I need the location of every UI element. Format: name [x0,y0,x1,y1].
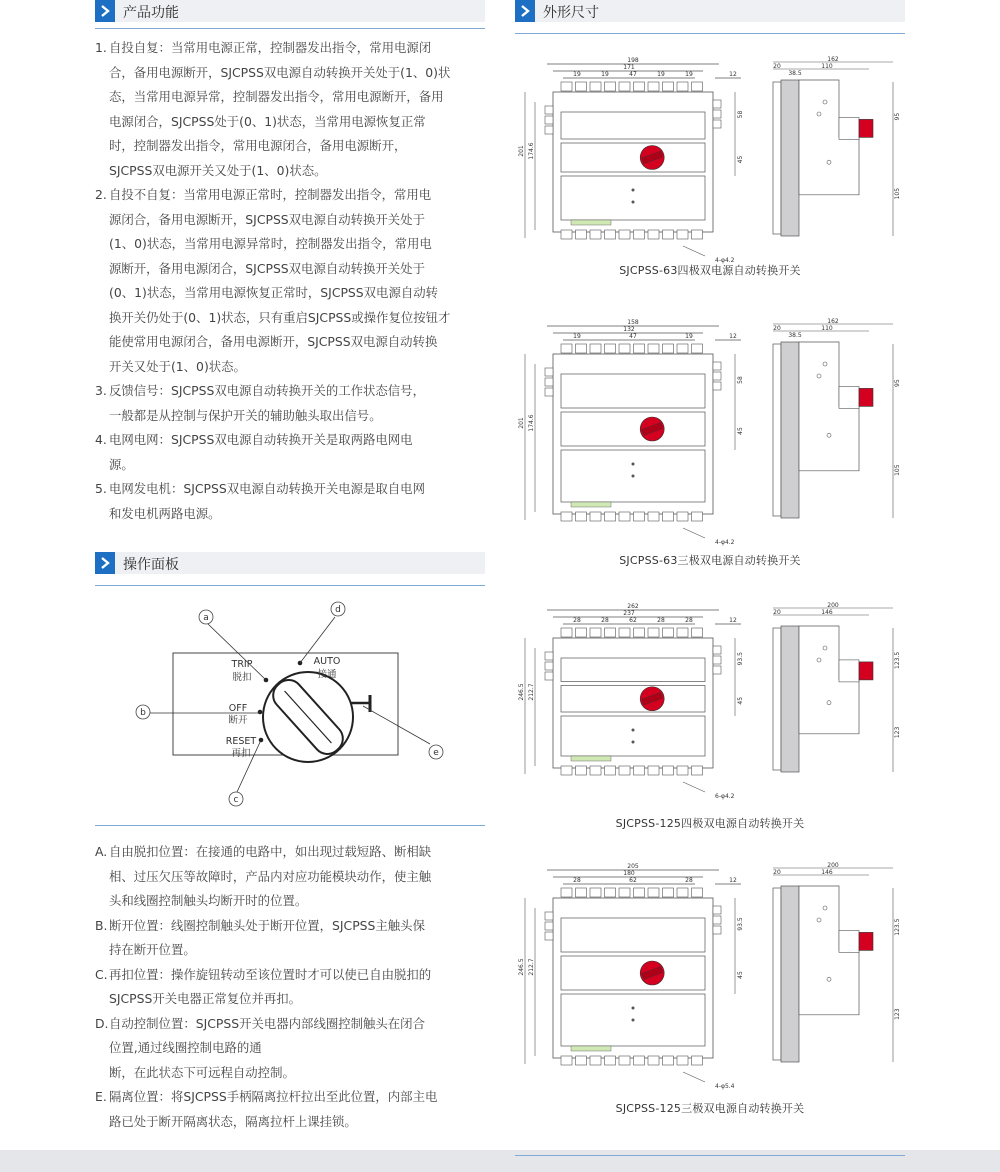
dimension-label: 45 [737,155,744,164]
divider [95,585,485,586]
dimension-label: 123.5 [894,918,901,936]
dimension-label: 246.5 [518,958,525,976]
svg-text:b: b [140,708,146,718]
drawing-caption: SJCPSS-63四极双电源自动转换开关 [619,264,801,277]
item-line: 时，控制器发出指令，常用电源闭合，备用电源断开， [109,138,407,153]
dimension-label: 123 [894,726,901,739]
dimension-label: 93.5 [737,652,744,666]
dimension-label: 4-φ4.2 [715,257,735,264]
section-header-functions [95,0,485,22]
dimension-label: 58 [737,376,744,384]
red-knob-side [859,662,873,680]
item-line: 断，在此状态下可远程自动控制。 [109,1064,295,1080]
marker-a [199,610,213,624]
dimension-label: 4-φ4.2 [715,539,735,546]
dimension-label: 132 [623,326,635,333]
section-title: 产品功能 [123,5,179,21]
dimension-label: 19 [657,71,665,78]
item-number: 5. [95,481,107,496]
red-knob-side [859,119,873,137]
list-item [95,36,495,183]
item-line: 源断开，备用电源闭合，SJCPSS双电源自动转换开关处于 [109,260,425,276]
item-line: 态，当常用电源异常，控制器发出指令，常用电源断开，备用 [109,89,444,104]
dimension-label: 19 [685,333,693,340]
dimension-label: 20 [773,63,781,70]
dimension-label: 237 [623,610,635,617]
list-item [95,379,495,428]
item-line: 源闭合，备用电源断开，SJCPSS双电源自动转换开关处于 [109,211,425,227]
label-off-cn: 断开 [228,715,248,726]
dimension-label: 47 [629,71,637,78]
dimension-label: 205 [627,863,639,870]
label-off-en: OFF [228,703,248,714]
dimension-label: 19 [685,71,693,78]
dimension-label: 246.5 [518,683,525,701]
item-line: 反馈信号：SJCPSS双电源自动转换开关的工作状态信号， [109,383,425,398]
item-line: 自投不自复：当常用电源正常时，控制器发出指令，常用电 [109,187,432,202]
dimension-label: 28 [685,617,693,624]
svg-text:a: a [203,613,209,623]
dimension-label: 20 [773,869,781,876]
item-line: SJCPSS开关电器正常复位并再扣。 [109,991,302,1006]
dimension-label: 201 [518,417,525,429]
dimension-label: 28 [685,877,693,884]
dimension-label: 200 [827,602,839,609]
dimension-label: 20 [773,609,781,616]
section-title: 操作面板 [123,557,179,573]
item-number: 2. [95,187,107,202]
dimension-label: 20 [773,325,781,332]
red-knob [640,146,664,170]
section-title: 外形尺寸 [543,5,599,21]
chevron-right-icon [95,0,115,22]
dimension-label: 93.5 [737,917,744,931]
item-line: 源。 [109,456,134,472]
dimension-label: 110 [821,63,833,70]
dimension-label: 146 [821,609,833,616]
item-line: 开关又处于(1、0)状态。 [109,358,246,374]
list-item [95,183,495,379]
dimension-label: 158 [627,319,639,326]
svg-text:d: d [335,605,341,615]
item-line: (1、0)状态，当常用电源异常时，控制器发出指令，常用电 [109,236,432,251]
dimension-label: 12 [729,71,737,78]
dimension-label: 45 [737,427,744,435]
dimension-label: 162 [827,318,839,325]
item-line: 自投自复：当常用电源正常，控制器发出指令，常用电源闭 [109,40,432,55]
red-knob [640,961,664,985]
item-line: 自由脱扣位置：在接通的电路中，如出现过载短路、断相缺 [109,844,432,859]
dimension-label: 95 [894,112,901,121]
item-line: 一般都是从控制与保护开关的辅助触头取出信号。 [109,407,382,423]
terminal-block-top [561,344,703,353]
din-rail [781,626,799,772]
item-number: D. [95,1015,109,1031]
red-knob-side [859,388,873,406]
item-line: 断开位置：线圈控制触头处于断开位置，SJCPSS主触头保 [109,917,425,933]
section-header-dimensions [515,0,905,22]
item-line: 电源闭合，SJCPSS处于(0、1)状态，当常用电源恢复正常 [109,113,426,129]
dimension-label: 62 [629,617,637,624]
dimension-label: 174.6 [528,142,535,160]
dimension-label: 28 [657,617,665,624]
dimension-label: 62 [629,877,637,884]
label-trip-en: TRIP [231,659,253,670]
marker-c [229,792,243,806]
chevron-right-icon [515,0,535,22]
drawing-caption: SJCPSS-125三极双电源自动转换开关 [615,1102,805,1115]
item-line: 隔离位置：将SJCPSS手柄隔离拉杆拉出至此位置，内部主电 [109,1089,438,1104]
item-number: 1. [95,40,107,55]
svg-text:e: e [433,748,439,758]
item-number: A. [95,844,108,859]
item-line: 位置,通过线圈控制电路的通 [109,1040,262,1055]
dimension-label: 123.5 [894,651,901,669]
dimension-label: 28 [601,617,609,624]
divider [95,28,485,29]
drawing-1 [515,318,905,546]
din-rail [781,80,799,236]
dimension-label: 38.5 [788,332,802,339]
dimension-label: 19 [601,71,609,78]
din-rail [781,886,799,1062]
dimension-label: 105 [894,464,901,476]
dimension-label: 28 [573,617,581,624]
operation-panel-diagram [95,590,485,820]
list-item [95,1012,495,1086]
dimension-label: 110 [821,325,833,332]
dimension-label: 212.7 [528,683,535,701]
section-header-panel [95,552,485,574]
dimension-label: 45 [737,971,744,979]
dimension-label: 146 [821,869,833,876]
din-rail [781,342,799,518]
item-line: 换开关仍处于(0、1)状态，只有重启SJCPSS或操作复位按钮才 [109,309,451,325]
dimension-label: 12 [729,617,737,624]
item-line: 合，备用电源断开，SJCPSS双电源自动转换开关处于(1、0)状 [109,64,451,80]
label-reset-cn: 再扣 [231,748,251,759]
divider [515,33,905,34]
dimension-label: 212.7 [528,958,535,976]
marker-e [429,745,443,759]
item-line: 相、过压欠压等故障时，产品内对应功能模块动作，使主触 [109,868,432,884]
dimension-label: 201 [518,145,525,157]
dimension-label: 171 [623,64,635,71]
terminal-block-top [561,888,703,897]
dimension-label: 19 [573,333,581,340]
list-item [95,428,495,477]
divider [515,1155,905,1156]
dimension-label: 123 [894,1008,901,1020]
drawing-0 [515,56,905,264]
list-item [95,840,495,914]
item-line: 再扣位置：操作旋钮转动至该位置时才可以使已自由脱扣的 [109,966,432,982]
red-knob [640,687,664,711]
dimension-label: 180 [623,870,635,877]
label-reset-en: RESET [225,736,257,747]
list-item [95,1085,495,1134]
item-line: 头和线圈控制触头均断开时的位置。 [109,893,308,908]
dimension-label: 12 [729,333,737,340]
list-item [95,914,495,963]
marker-b [136,705,150,719]
dimension-label: 19 [573,71,581,78]
item-line: 能使常用电源闭合，备用电源断开，SJCPSS双电源自动转换 [109,334,438,349]
divider [95,825,485,826]
dimension-label: 174.6 [528,414,535,432]
drawing-3 [515,862,905,1090]
dimension-label: 47 [629,333,637,340]
functions-list [95,36,495,526]
item-number: 4. [95,432,107,447]
label-auto-en: AUTO [313,656,341,667]
dimension-label: 198 [627,57,639,64]
item-number: B. [95,917,108,933]
item-line: 和发电机两路电源。 [109,505,221,521]
item-line: SJCPSS双电源开关又处于(1、0)状态。 [109,162,327,178]
svg-text:c: c [233,795,239,805]
item-line: 路已处于断开隔离状态，隔离拉杆上课挂锁。 [109,1113,357,1129]
dimension-label: 4-φ5.4 [715,1083,735,1090]
item-number: 3. [95,383,107,398]
dimension-label: 45 [737,696,744,705]
drawing-caption: SJCPSS-63三极双电源自动转换开关 [619,554,801,567]
dimension-label: 262 [627,603,639,610]
item-number: C. [95,966,108,982]
drawing-caption: SJCPSS-125四极双电源自动转换开关 [615,817,805,830]
red-knob [640,417,664,441]
dimension-label: 38.5 [788,70,802,77]
terminal-block-top [561,628,703,637]
footer-band [0,1150,1000,1172]
list-item [95,477,495,526]
positions-list [95,840,495,1134]
red-knob-side [859,932,873,950]
label-trip-cn: 脱扣 [232,672,252,683]
dimension-label: 12 [729,877,737,884]
terminal-block-top [561,82,703,91]
dimension-label: 200 [827,862,839,869]
item-line: 电网电网：SJCPSS双电源自动转换开关是取两路电网电 [109,432,413,447]
item-line: 持在断开位置。 [109,942,196,957]
label-auto-cn: 接通 [317,669,337,680]
list-item [95,963,495,1012]
dimension-label: 6-φ4.2 [715,793,735,800]
dimension-label: 28 [573,877,581,884]
dimension-label: 105 [894,187,901,200]
dimension-label: 162 [827,56,839,63]
item-line: (0、1)状态，当常用电源恢复正常时，SJCPSS双电源自动转 [109,285,439,300]
item-line: 电网发电机：SJCPSS双电源自动转换开关电源是取自电网 [109,481,425,496]
item-line: 自动控制位置：SJCPSS开关电器内部线圈控制触头在闭合 [109,1015,425,1031]
dimension-label: 58 [737,110,744,119]
marker-d [331,602,345,616]
drawing-2 [515,602,905,800]
dimension-label: 95 [894,379,901,387]
chevron-right-icon [95,552,115,574]
item-number: E. [95,1089,107,1104]
